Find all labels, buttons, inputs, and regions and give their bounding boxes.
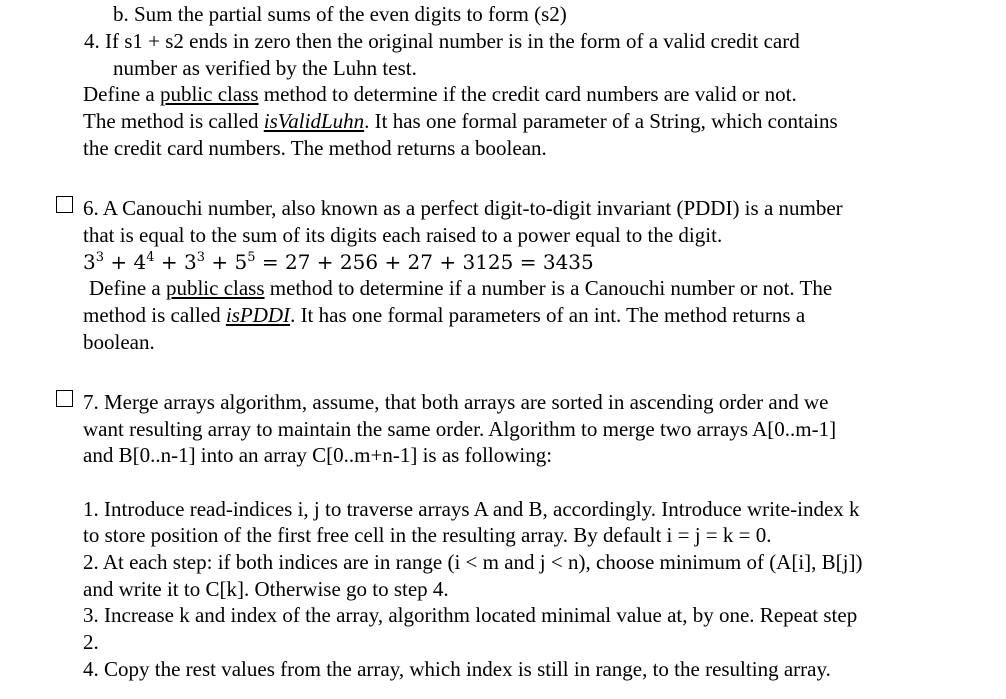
formula-exp-3: 3 [196, 250, 206, 265]
task7-line2: want resulting array to maintain the same order. Algorithm to merge two arrays A[0..m-1] [83, 417, 837, 441]
step-4-text: 4. If s1 + s2 ends in zero then the original number is in the form of a valid credit card [84, 29, 800, 53]
algorithm-step-line: 4. Copy the rest values from the array, which index is still in range, to the resulting array. [83, 657, 831, 681]
formula-rhs: = 27 + 256 + 27 + 3125 = 3435 [255, 250, 594, 274]
algorithm-step-line: 3. Increase k and index of the array, algorithm located minimal value at, by one. Repeat step [83, 603, 858, 627]
formula-exp-1: 3 [95, 250, 105, 265]
pddi-define-prefix: Define a [89, 276, 166, 300]
luhn-define-suffix: method to determine if the credit card numbers are valid or not. [258, 82, 797, 106]
pddi-method-name: isPDDI [225, 303, 291, 327]
luhn-method-prefix: The method is called [83, 109, 264, 133]
formula-op-2: + [154, 250, 184, 274]
algorithm-step-line: 2. At each step: if both indices are in range (i < m and j < n), choose minimum of (A[i], B[j]) [83, 550, 863, 574]
formula-op-3: + [205, 250, 235, 274]
pddi-public-class: public class [165, 276, 265, 300]
pddi-method-line [83, 302, 805, 328]
pddi-define-line [89, 275, 832, 301]
task7-line3: and B[0..n-1] into an array C[0..m+n-1] is as following: [83, 443, 553, 467]
formula-base-4: 5 [234, 250, 248, 274]
pddi-define-suffix: method to determine if a number is a Canouchi number or not. The [264, 276, 833, 300]
task7-checkbox[interactable] [56, 390, 73, 407]
luhn-public-class: public class [159, 82, 259, 106]
luhn-method-name: isValidLuhn [263, 109, 365, 133]
algorithm-step-line: 1. Introduce read-indices i, j to traverse arrays A and B, accordingly. Introduce write-index k [83, 497, 860, 521]
formula-op-1: + [104, 250, 134, 274]
luhn-define-line [83, 81, 797, 107]
task7-line1: 7. Merge arrays algorithm, assume, that both arrays are sorted in ascending order and we [83, 390, 829, 414]
step-4-continuation: number as verified by the Luhn test. [113, 56, 417, 80]
formula-exp-2: 4 [146, 250, 155, 265]
formula-base-2: 4 [133, 250, 147, 274]
luhn-last-line: the credit card numbers. The method returns a boolean. [83, 136, 547, 160]
task6-line2: that is equal to the sum of its digits each raised to a power equal to the digit. [83, 223, 723, 247]
algorithm-step-line: and write it to C[k]. Otherwise go to step 4. [83, 577, 449, 601]
task6-checkbox[interactable] [56, 196, 73, 213]
luhn-method-suffix: . It has one formal parameter of a String, which contains [364, 109, 838, 133]
task6-formula [83, 249, 594, 275]
pddi-method-suffix: . It has one formal parameters of an int. The method returns a [290, 303, 806, 327]
pddi-method-prefix: method is called [83, 303, 226, 327]
luhn-define-prefix: Define a [83, 82, 160, 106]
formula-base-3: 3 [184, 250, 197, 274]
algorithm-step-line: to store position of the first free cell in the resulting array. By default i = j = k = 0. [83, 523, 772, 547]
luhn-method-line [83, 108, 838, 134]
task6-line1: 6. A Canouchi number, also known as a perfect digit-to-digit invariant (PDDI) is a number [83, 196, 843, 220]
formula-exp-4: 5 [247, 250, 256, 265]
formula-base-1: 3 [83, 250, 96, 274]
pddi-last-line: boolean. [83, 330, 155, 354]
step-b-text: b. Sum the partial sums of the even digits to form (s2) [113, 2, 567, 26]
algorithm-step-line: 2. [83, 630, 99, 654]
